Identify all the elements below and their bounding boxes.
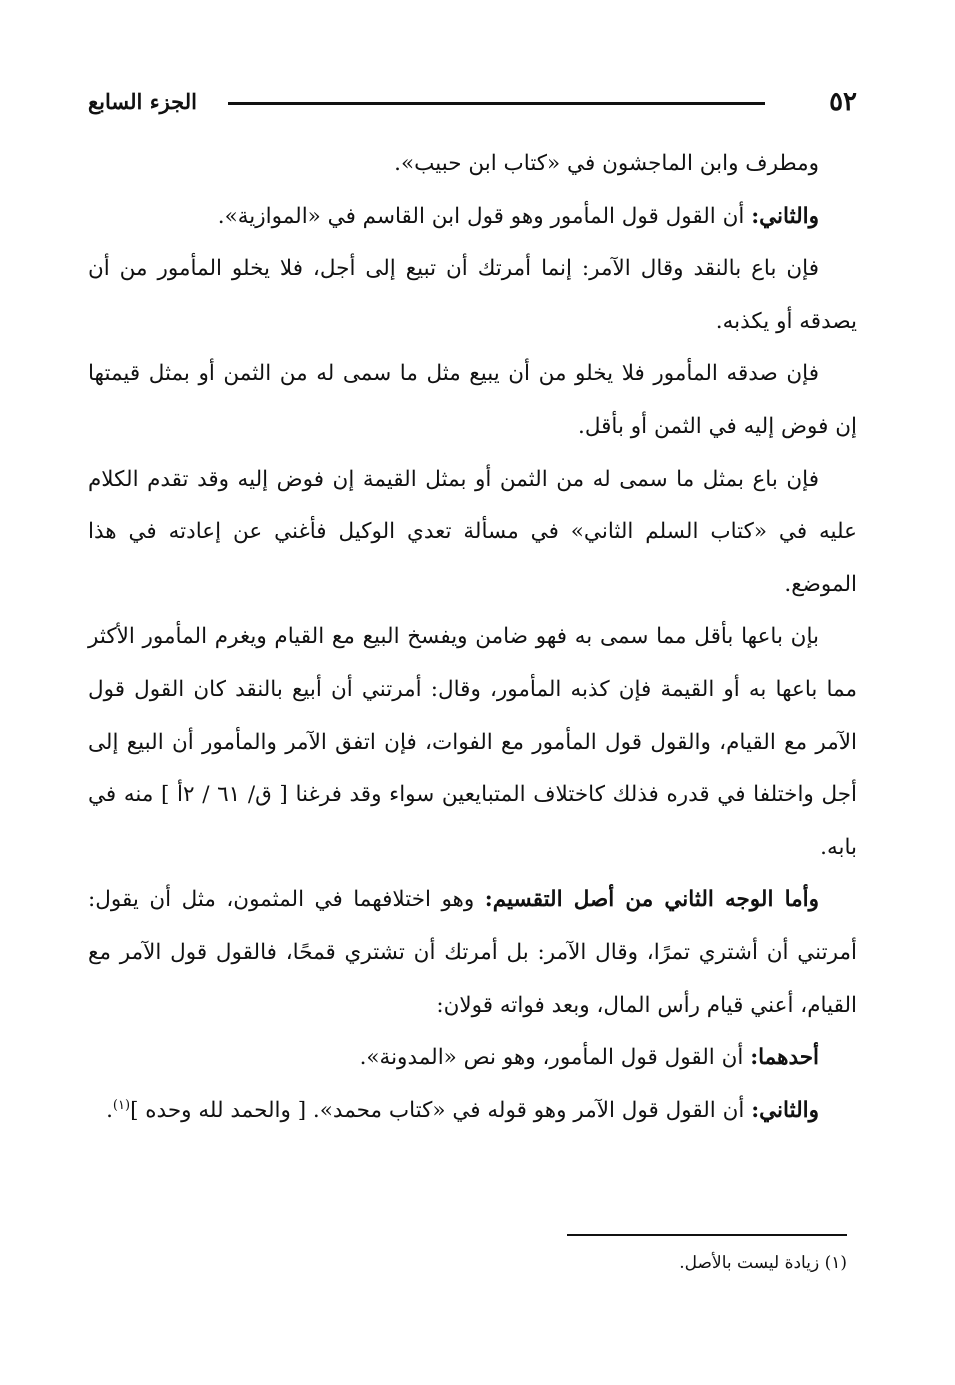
page-header — [88, 82, 857, 122]
paragraph-lead: والثاني: — [751, 203, 819, 229]
footnote: (١) زيادة ليست بالأصل. — [679, 1253, 847, 1273]
paragraph-lead: أحدهما: — [750, 1045, 819, 1071]
paragraph-text: فإن باع بمثل ما سمى له من الثمن أو بمثل القيمة إن فوض إليه وقد تقدم الكلام عليه في «كتاب السلم الثاني» في مسألة تعدي الوكيل فأغني عن إعادته في هذا الموضع. — [88, 466, 857, 597]
paragraph-text: ومطرف وابن الماجشون في «كتاب ابن حبيب». — [394, 151, 819, 176]
paragraph-text: أن القول قول المأمور، وهو نص «المدونة». — [359, 1045, 751, 1071]
paragraph-text: أن القول قول المأمور وهو قول ابن القاسم في «الموازية». — [217, 203, 752, 229]
paragraph — [88, 1032, 857, 1085]
paragraph — [88, 348, 857, 453]
page-number: ٥٢ — [829, 87, 857, 117]
paragraph-lead: وأما الوجه الثاني من أصل التقسيم: — [484, 887, 820, 913]
paragraph-text: فإن باع بالنقد وقال الآمر: إنما أمرتك أن تبيع إلى أجل، فلا يخلو المأمور من أن يصدقه أو يكذبه. — [88, 256, 857, 334]
paragraph — [88, 611, 857, 874]
part-title: الجزء السابع — [88, 89, 197, 114]
footnote-rule — [567, 1234, 847, 1236]
paragraph — [88, 243, 857, 348]
footnote-marker: (١) — [112, 1097, 131, 1113]
paragraph-text: بإن باعها بأقل مما سمى به فهو ضامن ويفسخ البيع مع القيام ويغرم المأمور الأكثر مما باعها به أو القيمة فإن كذبه المأمور، وقال: أمرتني أن أبيع بالنقد كان القول قول الآمر مع القيام، والقول قول المأمور مع الفوات، فإن اتفق الآمر والمأمور أن البيع إلى أجل واختلفا في قدره فذلك كاختلاف المتبايعين سواء وقد فرغنا [ ق/ ٦١ / ٢أ ] منه في بابه. — [88, 624, 858, 860]
paragraph — [88, 1085, 857, 1138]
paragraph — [88, 191, 857, 244]
paragraph-text: أن القول قول الآمر وهو قوله في «كتاب محمد». [ والحمد لله وحده ] — [130, 1097, 752, 1123]
paragraph-text: وهو اختلافهما في المثمون، مثل أن يقول: أمرتني أن أشتري تمرًا، وقال الآمر: بل أمرتك أن تشتري قمحًا، فالقول قول الآمر مع القيام، أعني قيام رأس المال، وبعد فواته قولان: — [88, 887, 857, 1018]
header-rule — [228, 102, 765, 105]
paragraph-tail: . — [106, 1097, 113, 1123]
page-body — [88, 138, 857, 1137]
paragraph — [88, 454, 857, 612]
paragraph — [88, 138, 857, 191]
paragraph-text: فإن صدقه المأمور فلا يخلو من أن يبيع مثل ما سمى له من الثمن أو بمثل قيمتها إن فوض إليه في الثمن أو بأقل. — [88, 361, 857, 439]
paragraph-lead: والثاني: — [751, 1097, 819, 1123]
paragraph — [88, 874, 857, 1032]
